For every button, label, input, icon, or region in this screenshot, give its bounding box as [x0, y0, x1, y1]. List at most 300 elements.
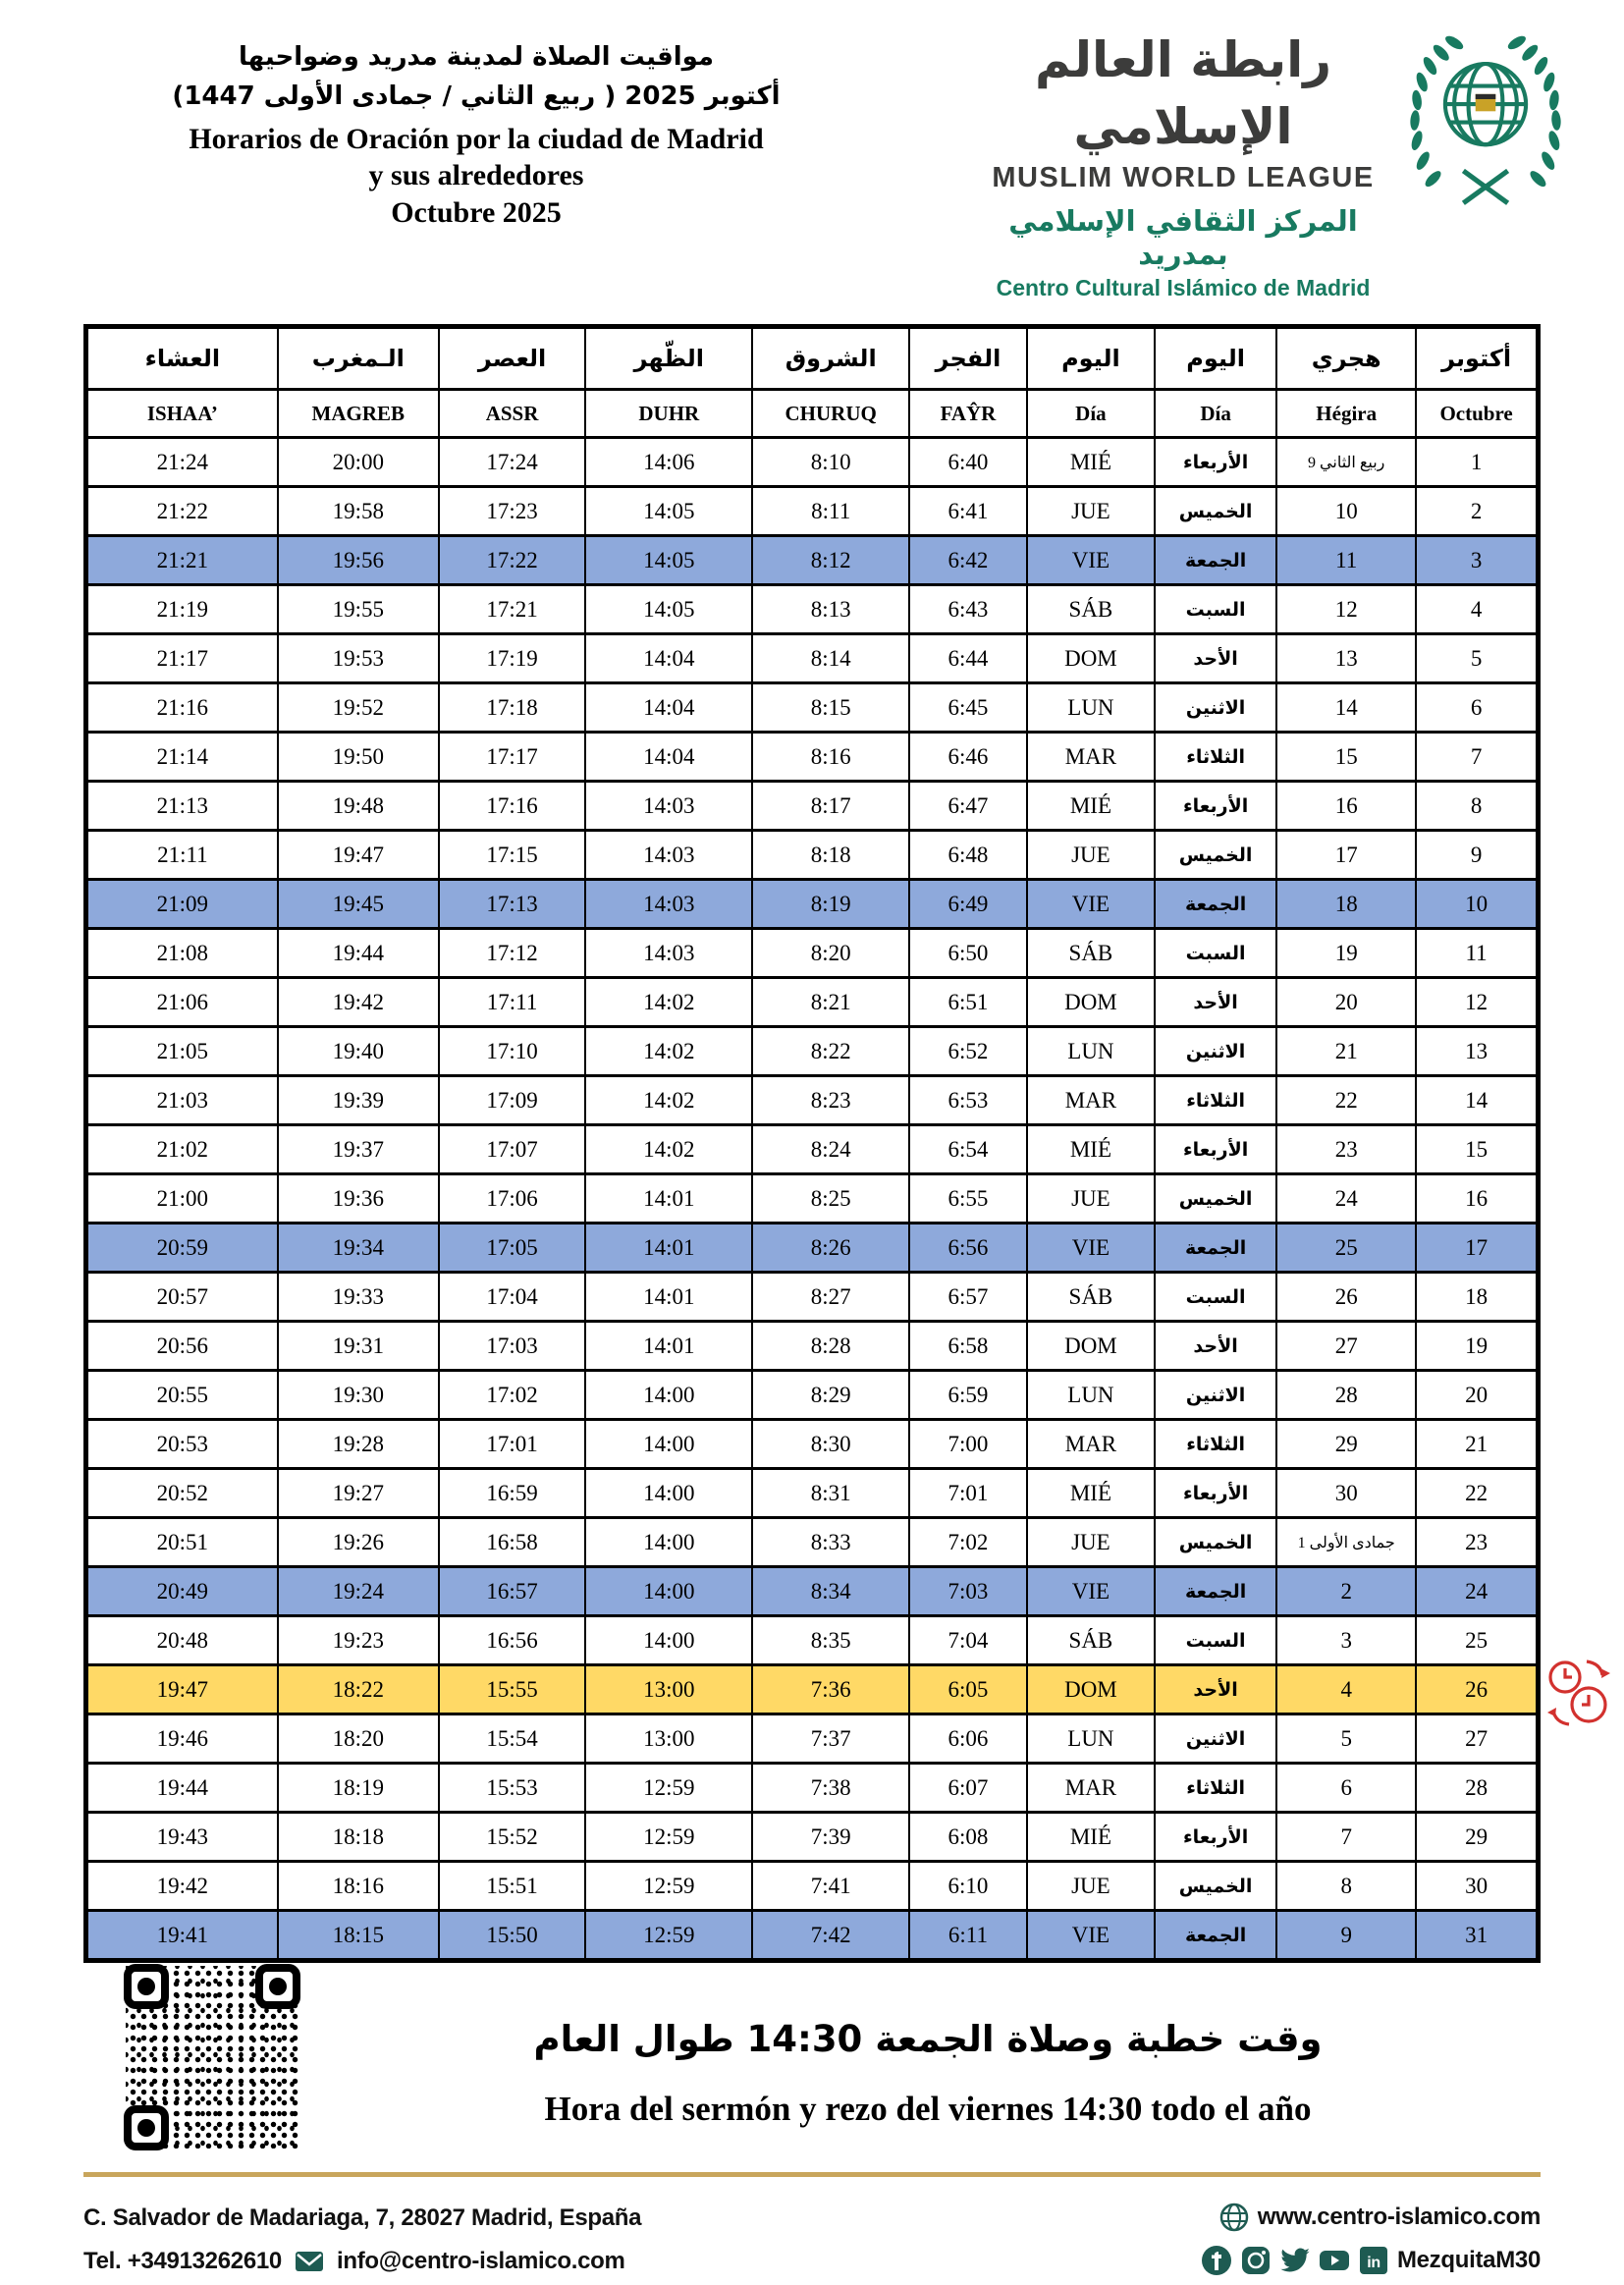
muslim-world-league-logo [967, 27, 1571, 301]
cell-isha: 20:52 [86, 1469, 278, 1518]
cell-duhr: 14:02 [585, 1125, 752, 1174]
cell-hegira: 24 [1276, 1174, 1416, 1224]
col-duhr: DUHR [585, 390, 752, 438]
cell-day-spanish: LUN [1027, 1371, 1155, 1420]
cell-churuq: 8:14 [752, 634, 909, 683]
table-row [86, 929, 1539, 978]
footer-phone: Tel. +34913262610 [83, 2248, 282, 2274]
cell-assr: 15:51 [439, 1862, 585, 1911]
table-row [86, 1665, 1539, 1714]
cell-assr: 17:13 [439, 880, 585, 929]
col-magreb: MAGREB [278, 390, 439, 438]
cell-magreb: 18:16 [278, 1862, 439, 1911]
cell-duhr: 13:00 [585, 1665, 752, 1714]
cell-magreb: 20:00 [278, 438, 439, 487]
cell-day-spanish: JUE [1027, 1862, 1155, 1911]
cell-duhr: 12:59 [585, 1764, 752, 1813]
cell-isha: 21:13 [86, 782, 278, 831]
table-row [86, 978, 1539, 1027]
cell-hegira: 19 [1276, 929, 1416, 978]
cell-fayr: 6:58 [909, 1322, 1027, 1371]
table-row [86, 536, 1539, 585]
cell-isha: 20:53 [86, 1420, 278, 1469]
cell-magreb: 19:42 [278, 978, 439, 1027]
cell-assr: 17:11 [439, 978, 585, 1027]
cell-fayr: 6:55 [909, 1174, 1027, 1224]
prayer-times-table-wrap [83, 324, 1541, 1963]
cell-assr: 17:07 [439, 1125, 585, 1174]
linkedin-icon [1358, 2245, 1389, 2276]
table-row [86, 1076, 1539, 1125]
cell-isha: 20:56 [86, 1322, 278, 1371]
mwl-name-english: MUSLIM WORLD LEAGUE [992, 162, 1375, 193]
cell-isha: 21:00 [86, 1174, 278, 1224]
cell-october-date: 30 [1416, 1862, 1538, 1911]
cell-isha: 19:41 [86, 1911, 278, 1961]
cell-churuq: 8:29 [752, 1371, 909, 1420]
footer-website: www.centro-islamico.com [1257, 2203, 1541, 2230]
cell-assr: 17:16 [439, 782, 585, 831]
cell-day-spanish: DOM [1027, 1322, 1155, 1371]
cell-day-spanish: MIÉ [1027, 782, 1155, 831]
cell-october-date: 23 [1416, 1518, 1538, 1567]
cell-isha: 21:17 [86, 634, 278, 683]
cell-fayr: 7:00 [909, 1420, 1027, 1469]
cell-day-spanish: SÁB [1027, 929, 1155, 978]
table-row [86, 831, 1539, 880]
cell-october-date: 27 [1416, 1714, 1538, 1764]
cell-duhr: 14:03 [585, 831, 752, 880]
cell-magreb: 19:24 [278, 1567, 439, 1616]
cell-day-arabic: الخميس [1155, 1862, 1276, 1911]
col-fayr: FAŶR [909, 390, 1027, 438]
qr-finder-icon [124, 2105, 169, 2150]
cell-hegira: 12 [1276, 585, 1416, 634]
table-row [86, 1420, 1539, 1469]
cell-day-spanish: MIÉ [1027, 1125, 1155, 1174]
cell-churuq: 8:10 [752, 438, 909, 487]
col-churuq: CHURUQ [752, 390, 909, 438]
cell-duhr: 14:00 [585, 1371, 752, 1420]
footer-contact-block [83, 2192, 641, 2278]
cell-day-arabic: الاثنين [1155, 1714, 1276, 1764]
cell-magreb: 19:47 [278, 831, 439, 880]
cell-duhr: 14:00 [585, 1616, 752, 1665]
cell-magreb: 19:53 [278, 634, 439, 683]
cell-hegira: 29 [1276, 1420, 1416, 1469]
cell-hegira: 27 [1276, 1322, 1416, 1371]
table-row [86, 487, 1539, 536]
cell-hegira: 28 [1276, 1371, 1416, 1420]
cell-churuq: 7:36 [752, 1665, 909, 1714]
col-churuq-ar: الشروق [752, 327, 909, 390]
table-row [86, 1273, 1539, 1322]
cell-fayr: 6:59 [909, 1371, 1027, 1420]
cell-duhr: 14:00 [585, 1420, 752, 1469]
title-spanish-line2: y sus alrededores [368, 159, 584, 192]
table-row [86, 733, 1539, 782]
cell-october-date: 20 [1416, 1371, 1538, 1420]
cell-isha: 21:11 [86, 831, 278, 880]
cell-magreb: 19:37 [278, 1125, 439, 1174]
table-row [86, 1027, 1539, 1076]
cell-assr: 15:52 [439, 1813, 585, 1862]
cell-day-arabic: الخميس [1155, 1174, 1276, 1224]
cell-assr: 15:54 [439, 1714, 585, 1764]
cell-october-date: 17 [1416, 1224, 1538, 1273]
cell-magreb: 18:22 [278, 1665, 439, 1714]
cell-day-arabic: الأربعاء [1155, 1469, 1276, 1518]
cell-magreb: 19:27 [278, 1469, 439, 1518]
cell-assr: 17:09 [439, 1076, 585, 1125]
cell-day-arabic: الأحد [1155, 978, 1276, 1027]
cell-october-date: 2 [1416, 487, 1538, 536]
table-row [86, 1764, 1539, 1813]
cell-fayr: 6:07 [909, 1764, 1027, 1813]
cell-isha: 21:22 [86, 487, 278, 536]
cell-day-spanish: MAR [1027, 733, 1155, 782]
cell-churuq: 7:39 [752, 1813, 909, 1862]
cell-isha: 21:06 [86, 978, 278, 1027]
table-row [86, 1322, 1539, 1371]
cell-magreb: 19:58 [278, 487, 439, 536]
table-row [86, 1813, 1539, 1862]
cell-october-date: 6 [1416, 683, 1538, 733]
cell-day-spanish: SÁB [1027, 1616, 1155, 1665]
cell-duhr: 12:59 [585, 1813, 752, 1862]
youtube-icon [1319, 2245, 1350, 2276]
cell-churuq: 8:30 [752, 1420, 909, 1469]
cell-hegira: 11 [1276, 536, 1416, 585]
table-row [86, 1518, 1539, 1567]
cell-churuq: 8:33 [752, 1518, 909, 1567]
cell-magreb: 19:23 [278, 1616, 439, 1665]
cell-churuq: 8:15 [752, 683, 909, 733]
cell-october-date: 8 [1416, 782, 1538, 831]
cell-day-spanish: LUN [1027, 683, 1155, 733]
cell-duhr: 13:00 [585, 1714, 752, 1764]
cell-magreb: 19:26 [278, 1518, 439, 1567]
cell-october-date: 13 [1416, 1027, 1538, 1076]
cell-duhr: 14:00 [585, 1469, 752, 1518]
cell-assr: 17:22 [439, 536, 585, 585]
col-day-es: Día [1027, 390, 1155, 438]
cell-fayr: 7:02 [909, 1518, 1027, 1567]
friday-note-spanish: Hora del sermón y rezo del viernes 14:30 todo el año [544, 2090, 1312, 2128]
cell-magreb: 19:36 [278, 1174, 439, 1224]
cell-duhr: 14:02 [585, 1027, 752, 1076]
cell-duhr: 14:01 [585, 1224, 752, 1273]
twitter-icon [1279, 2245, 1311, 2276]
table-row [86, 1224, 1539, 1273]
cell-october-date: 25 [1416, 1616, 1538, 1665]
cell-october-date: 19 [1416, 1322, 1538, 1371]
title-arabic-line1: مواقيت الصلاة لمدينة مدريد وضواحيها [238, 42, 715, 72]
cell-day-spanish: SÁB [1027, 1273, 1155, 1322]
table-row [86, 1714, 1539, 1764]
table-row [86, 1174, 1539, 1224]
col-hegira: Hégira [1276, 390, 1416, 438]
instagram-icon [1240, 2245, 1272, 2276]
cell-assr: 17:05 [439, 1224, 585, 1273]
cell-churuq: 8:25 [752, 1174, 909, 1224]
cell-day-spanish: DOM [1027, 978, 1155, 1027]
cell-fayr: 6:47 [909, 782, 1027, 831]
facebook-icon [1201, 2245, 1232, 2276]
cell-magreb: 19:50 [278, 733, 439, 782]
cell-day-arabic: الخميس [1155, 1518, 1276, 1567]
cell-magreb: 19:39 [278, 1076, 439, 1125]
cell-magreb: 19:48 [278, 782, 439, 831]
cell-day-arabic: السبت [1155, 1616, 1276, 1665]
cell-assr: 17:12 [439, 929, 585, 978]
cell-churuq: 8:17 [752, 782, 909, 831]
cell-assr: 17:18 [439, 683, 585, 733]
cell-day-spanish: VIE [1027, 880, 1155, 929]
cell-october-date: 9 [1416, 831, 1538, 880]
cell-hegira: 15 [1276, 733, 1416, 782]
col-assr-ar: العصر [439, 327, 585, 390]
cell-october-date: 4 [1416, 585, 1538, 634]
footer-web-social-block [1201, 2192, 1541, 2278]
cell-duhr: 14:04 [585, 634, 752, 683]
table-row [86, 634, 1539, 683]
cell-october-date: 14 [1416, 1076, 1538, 1125]
col-hegira-ar: هجري [1276, 327, 1416, 390]
cell-october-date: 26 [1416, 1665, 1538, 1714]
cell-assr: 16:57 [439, 1567, 585, 1616]
table-row [86, 782, 1539, 831]
cell-magreb: 19:31 [278, 1322, 439, 1371]
cell-hegira: 26 [1276, 1273, 1416, 1322]
cell-hegira: 23 [1276, 1125, 1416, 1174]
cell-day-spanish: VIE [1027, 1567, 1155, 1616]
cell-duhr: 14:03 [585, 782, 752, 831]
svg-text:in: in [1367, 2255, 1380, 2271]
cell-day-spanish: LUN [1027, 1714, 1155, 1764]
cell-isha: 19:47 [86, 1665, 278, 1714]
cell-magreb: 19:30 [278, 1371, 439, 1420]
cell-fayr: 6:50 [909, 929, 1027, 978]
cell-churuq: 7:38 [752, 1764, 909, 1813]
globe-icon [1218, 2202, 1250, 2233]
cell-churuq: 7:37 [752, 1714, 909, 1764]
cell-magreb: 18:20 [278, 1714, 439, 1764]
col-octubre-ar: أكتوبر [1416, 327, 1538, 390]
cell-assr: 15:55 [439, 1665, 585, 1714]
cell-assr: 17:21 [439, 585, 585, 634]
cell-fayr: 6:57 [909, 1273, 1027, 1322]
cell-duhr: 14:00 [585, 1567, 752, 1616]
cell-hegira: 25 [1276, 1224, 1416, 1273]
cell-churuq: 8:35 [752, 1616, 909, 1665]
cell-hegira: 9 [1276, 1911, 1416, 1961]
cell-churuq: 8:13 [752, 585, 909, 634]
cell-day-spanish: LUN [1027, 1027, 1155, 1076]
cell-hegira: 14 [1276, 683, 1416, 733]
cell-day-arabic: الأربعاء [1155, 1813, 1276, 1862]
qr-finder-icon [255, 1964, 300, 2009]
cell-day-arabic: الجمعة [1155, 1911, 1276, 1961]
cell-churuq: 8:26 [752, 1224, 909, 1273]
footer-social-handle: MezquitaM30 [1396, 2247, 1541, 2273]
cell-day-arabic: الثلاثاء [1155, 1764, 1276, 1813]
cell-october-date: 28 [1416, 1764, 1538, 1813]
cell-duhr: 12:59 [585, 1911, 752, 1961]
cell-isha: 21:08 [86, 929, 278, 978]
cell-hegira: 20 [1276, 978, 1416, 1027]
cell-duhr: 14:01 [585, 1322, 752, 1371]
cell-isha: 21:21 [86, 536, 278, 585]
table-row [86, 880, 1539, 929]
cell-hegira: 17 [1276, 831, 1416, 880]
cell-isha: 20:48 [86, 1616, 278, 1665]
cell-day-arabic: الثلاثاء [1155, 733, 1276, 782]
cell-magreb: 18:15 [278, 1911, 439, 1961]
cell-day-spanish: MIÉ [1027, 1813, 1155, 1862]
footer-address: C. Salvador de Madariaga, 7, 28027 Madrid, España [83, 2204, 642, 2231]
footer-email: info@centro-islamico.com [336, 2248, 625, 2274]
cell-magreb: 19:34 [278, 1224, 439, 1273]
page-title-block [83, 37, 869, 231]
cell-day-arabic: الأحد [1155, 1665, 1276, 1714]
cell-day-arabic: الجمعة [1155, 880, 1276, 929]
cell-churuq: 8:19 [752, 880, 909, 929]
cell-day-spanish: MAR [1027, 1764, 1155, 1813]
table-row [86, 1616, 1539, 1665]
cell-duhr: 14:01 [585, 1174, 752, 1224]
col-isha-ar: العشاء [86, 327, 278, 390]
cell-october-date: 11 [1416, 929, 1538, 978]
cell-fayr: 6:54 [909, 1125, 1027, 1174]
cell-october-date: 10 [1416, 880, 1538, 929]
cell-assr: 17:23 [439, 487, 585, 536]
cell-assr: 15:53 [439, 1764, 585, 1813]
cell-duhr: 14:04 [585, 733, 752, 782]
cell-fayr: 7:04 [909, 1616, 1027, 1665]
table-row [86, 438, 1539, 487]
table-row [86, 1911, 1539, 1961]
col-octubre: Octubre [1416, 390, 1538, 438]
cell-day-arabic: الاثنين [1155, 1027, 1276, 1076]
cell-day-spanish: MAR [1027, 1076, 1155, 1125]
cell-hegira: 8 [1276, 1862, 1416, 1911]
cell-isha: 21:02 [86, 1125, 278, 1174]
cell-isha: 19:44 [86, 1764, 278, 1813]
cell-assr: 17:03 [439, 1322, 585, 1371]
cell-october-date: 24 [1416, 1567, 1538, 1616]
cell-isha: 19:43 [86, 1813, 278, 1862]
cell-duhr: 14:03 [585, 880, 752, 929]
cell-day-arabic: الخميس [1155, 487, 1276, 536]
header-row-arabic [86, 327, 1539, 390]
cell-fayr: 6:40 [909, 438, 1027, 487]
cell-duhr: 14:01 [585, 1273, 752, 1322]
cell-isha: 21:24 [86, 438, 278, 487]
cell-assr: 17:24 [439, 438, 585, 487]
cell-hegira: 5 [1276, 1714, 1416, 1764]
cell-day-spanish: VIE [1027, 1911, 1155, 1961]
cell-fayr: 6:45 [909, 683, 1027, 733]
cell-october-date: 29 [1416, 1813, 1538, 1862]
cell-hegira: 2 [1276, 1567, 1416, 1616]
cell-day-spanish: JUE [1027, 1518, 1155, 1567]
cell-assr: 15:50 [439, 1911, 585, 1961]
cell-day-arabic: السبت [1155, 1273, 1276, 1322]
logo-text-column [967, 27, 1399, 301]
cell-day-arabic: الاثنين [1155, 683, 1276, 733]
qr-finder-icon [124, 1964, 169, 2009]
prayer-times-table [83, 324, 1541, 1963]
cell-isha: 20:55 [86, 1371, 278, 1420]
cell-isha: 20:49 [86, 1567, 278, 1616]
cell-magreb: 19:40 [278, 1027, 439, 1076]
cell-day-arabic: الجمعة [1155, 536, 1276, 585]
cell-duhr: 14:05 [585, 487, 752, 536]
cell-october-date: 12 [1416, 978, 1538, 1027]
islamic-center-name-arabic: المركز الثقافي الإسلامي بمدريد [1008, 204, 1358, 271]
cell-magreb: 18:19 [278, 1764, 439, 1813]
cell-hegira: 4 [1276, 1665, 1416, 1714]
cell-isha: 20:59 [86, 1224, 278, 1273]
cell-october-date: 18 [1416, 1273, 1538, 1322]
cell-day-spanish: JUE [1027, 831, 1155, 880]
cell-fayr: 6:42 [909, 536, 1027, 585]
cell-isha: 21:16 [86, 683, 278, 733]
cell-fayr: 7:03 [909, 1567, 1027, 1616]
col-day-ar-2: اليوم [1155, 327, 1276, 390]
table-row [86, 585, 1539, 634]
dst-change-icon [1543, 1656, 1614, 1732]
cell-churuq: 8:12 [752, 536, 909, 585]
cell-hegira: 9 ربيع الثاني [1276, 438, 1416, 487]
footer-divider [83, 2172, 1541, 2177]
cell-hegira: 13 [1276, 634, 1416, 683]
cell-churuq: 8:24 [752, 1125, 909, 1174]
cell-october-date: 16 [1416, 1174, 1538, 1224]
title-spanish-line1: Horarios de Oración por la ciudad de Madrid [189, 122, 764, 155]
cell-day-arabic: الأربعاء [1155, 782, 1276, 831]
cell-day-spanish: MIÉ [1027, 1469, 1155, 1518]
cell-assr: 17:02 [439, 1371, 585, 1420]
islamic-center-name-spanish: Centro Cultural Islámico de Madrid [996, 275, 1371, 300]
cell-day-arabic: الثلاثاء [1155, 1076, 1276, 1125]
cell-churuq: 8:16 [752, 733, 909, 782]
cell-october-date: 7 [1416, 733, 1538, 782]
cell-assr: 17:19 [439, 634, 585, 683]
cell-isha: 21:09 [86, 880, 278, 929]
col-duhr-ar: الظّهر [585, 327, 752, 390]
cell-october-date: 21 [1416, 1420, 1538, 1469]
cell-day-arabic: الخميس [1155, 831, 1276, 880]
col-day-ar: Día [1155, 390, 1276, 438]
cell-day-spanish: DOM [1027, 634, 1155, 683]
table-row [86, 683, 1539, 733]
cell-day-arabic: السبت [1155, 929, 1276, 978]
cell-day-arabic: الأربعاء [1155, 1125, 1276, 1174]
table-row [86, 1862, 1539, 1911]
cell-hegira: 16 [1276, 782, 1416, 831]
cell-churuq: 8:23 [752, 1076, 909, 1125]
cell-hegira: 22 [1276, 1076, 1416, 1125]
cell-magreb: 19:45 [278, 880, 439, 929]
table-row [86, 1567, 1539, 1616]
title-spanish-line3: Octubre 2025 [391, 195, 562, 229]
table-row [86, 1125, 1539, 1174]
cell-fayr: 6:06 [909, 1714, 1027, 1764]
prayer-table-body [86, 438, 1539, 1961]
cell-isha: 19:42 [86, 1862, 278, 1911]
